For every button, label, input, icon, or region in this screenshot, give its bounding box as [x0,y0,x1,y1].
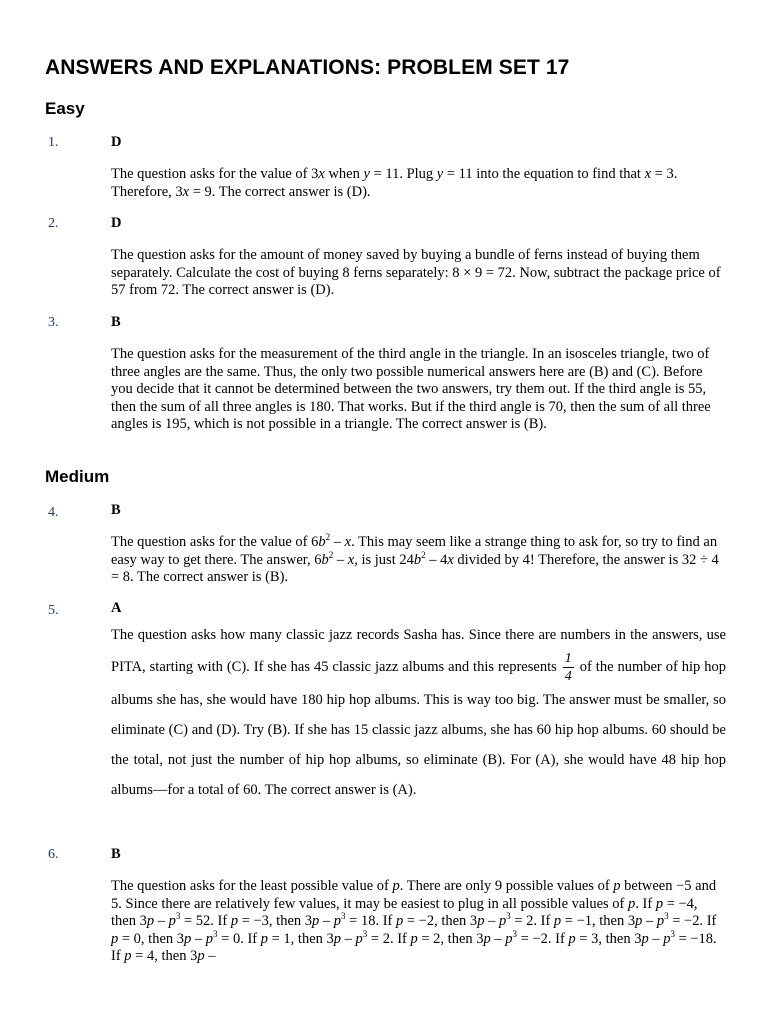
calc-fragment: = 3, then 3 [575,930,642,947]
calc-fragment: 3 [213,928,218,939]
calc-fragment: = 1, then 3 [268,930,334,947]
question-answer: B [111,846,121,862]
calc-fragment: = −2. If [517,930,569,947]
calc-fragment: = 0, then 3 [118,930,185,947]
question-number: 1. [48,135,59,150]
calc-fragment: – [648,930,664,947]
calc-fragment: p [568,930,576,947]
question-explanation: The question asks for the amount of money saved by buying a bundle of ferns instead of buying them separately. Calculate the cost of buying 8 ferns separately: 8 × 9 = 72. Now, subtract the package price of 57 from 72. The correct answer is (D). [111,247,721,298]
calc-fragment: 3 [362,928,368,939]
calc-fragment: = −3, then 3 [238,913,313,929]
calc-fragment: 3 [506,911,511,922]
calc-fragment: p [395,913,404,929]
calc-fragment: 3 [664,911,669,922]
calc-fragment: p [205,930,214,947]
question-number: 3. [48,315,59,330]
question-answer: B [111,502,121,518]
calc-fragment: = −1, then 3 [561,913,636,929]
calc-fragment: p [333,930,342,947]
calc-fragment: p [663,930,671,947]
question-answer: D [111,134,122,150]
calc-fragment: p [184,930,192,947]
calc-fragment: = −2. If [668,913,717,929]
calc-fragment: – [341,930,356,947]
question-number: 6. [48,847,59,862]
calc-fragment: p [168,913,176,929]
question-answer: B [111,314,121,330]
calc-fragment: – [490,930,506,947]
question-explanation: The question asks for the value of $6b^2$ – x. This may seem like a strange thing to ask for, so try to find an easy way to get there. The answer, $6b^2$ – x, is just $24b^2 - 4x$ divided by 4! Therefore, the answer is 32 ÷ 4 = 8. The correct answer is (B). [111,532,719,585]
page-title: ANSWERS AND EXPLANATIONS: PROBLEM SET 17 [45,56,570,79]
calc-fragment: p [230,913,239,929]
calc-fragment: p [483,930,491,947]
calc-fragment: p [111,930,119,947]
calc-fragment: = 2, then 3 [417,930,484,947]
calc-fragment: p [505,930,513,947]
question-explanation: The question asks for the least possible value of p. There are only 9 possible values of p between −5 and 5. Since there are relatively few values, it may be easiest to plug in all possible values of p. If p = −4, then $3p - p^3 = 52$. If p = −3, then $3p - p^3 = 18$. If p = −2, then $3p - p^3 = 2$. If p = −1, then $3p - p^3 = -2$. If p = 0, then $3p - p^3 = 0$. If p = 1, then $3p - p^3 = 2$. If p = 2, then $3p - p^3 = -2$. If p = 3, then $3p - p^3 = -18$. If p = 4, then 3p – [111,878,717,964]
question-answer: A [111,600,122,616]
calc-fragment: p [655,895,664,912]
question-number: 4. [48,505,59,520]
calc-fragment: 3 [175,911,181,922]
calc-fragment: – [191,930,206,947]
calc-fragment: p [656,913,665,929]
calc-fragment: – [642,913,657,929]
calc-fragment: p [498,913,507,929]
fraction: $\frac{1}{4}$ [564,651,572,684]
calc-fragment: p [312,913,320,929]
question-answer: D [111,215,122,231]
question-explanation: The question asks for the measurement of the third angle in the triangle. In an isosceles triangle, two of three angles are the same. Thus, the only two possible numerical answers here are (B) and (C). Before you decide that it cannot be determined between the two answers, try them out. If the third angle is 55, then the sum of all three angles is 180. That works. But if the third angle is 70, then the sum of all three angles is 195, which is not possible in a triangle. The correct answer is (B). [111,346,711,432]
calc-fragment: p [333,913,342,929]
calc-fragment: p [197,948,205,964]
calc-fragment: p [124,948,132,964]
calc-fragment: = 18. If [345,913,396,929]
calc-fragment: = −2, then 3 [403,913,478,929]
calc-fragment: p [641,930,649,947]
calc-fragment: = 0. If [217,930,261,947]
calc-fragment: p [355,930,363,947]
calc-fragment: 3 [512,928,518,939]
calc-fragment: = 2. If [367,930,411,947]
calc-fragment: p [410,930,418,947]
question-number: 5. [48,603,59,618]
question-explanation: The question asks for the value of 3x when y = 11. Plug y = 11 into the equation to find that x = 3. Therefore, 3x = 9. The correct answer is (D). [111,166,678,200]
calc-fragment: – [204,948,216,964]
calc-fragment: p [260,930,268,947]
calc-fragment: – [484,913,499,929]
calc-fragment: – [319,913,334,929]
section-heading-medium: Medium [45,467,110,486]
calc-fragment: = 2. If [510,913,554,929]
calc-fragment: p [146,913,155,929]
calc-fragment: p [553,913,562,929]
calc-fragment: p [635,913,643,929]
question-number: 2. [48,216,59,231]
calc-fragment: – [154,913,169,929]
calc-fragment: = −18. If [111,930,717,964]
calc-fragment: = −4, then 3 [111,895,698,929]
calc-fragment: = 52. If [180,913,231,929]
calc-fragment: 3 [670,928,675,939]
calc-fragment: 3 [341,911,346,922]
calc-fragment: = 4, then 3 [131,948,198,964]
section-heading-easy: Easy [45,99,85,118]
question-explanation: The question asks how many classic jazz records Sasha has. Since there are numbers in the answers, use PITA, starting with (C). If she has 45 classic jazz albums and this represents $\frac{1}{4}$ of the number of hip hop albums she has, she would have 180 hip hop albums. This is way too big. The answer must be smaller, so eliminate (C) and (D). Try (B). If she has 15 classic jazz albums, she has 60 hip hop albums. 60 should be the total, not just the number of hip hop albums, so eliminate (B). For (A), she would have 48 hip hop albums—for a total of 60. The correct answer is (A). [111,627,726,798]
calc-fragment: p [477,913,485,929]
